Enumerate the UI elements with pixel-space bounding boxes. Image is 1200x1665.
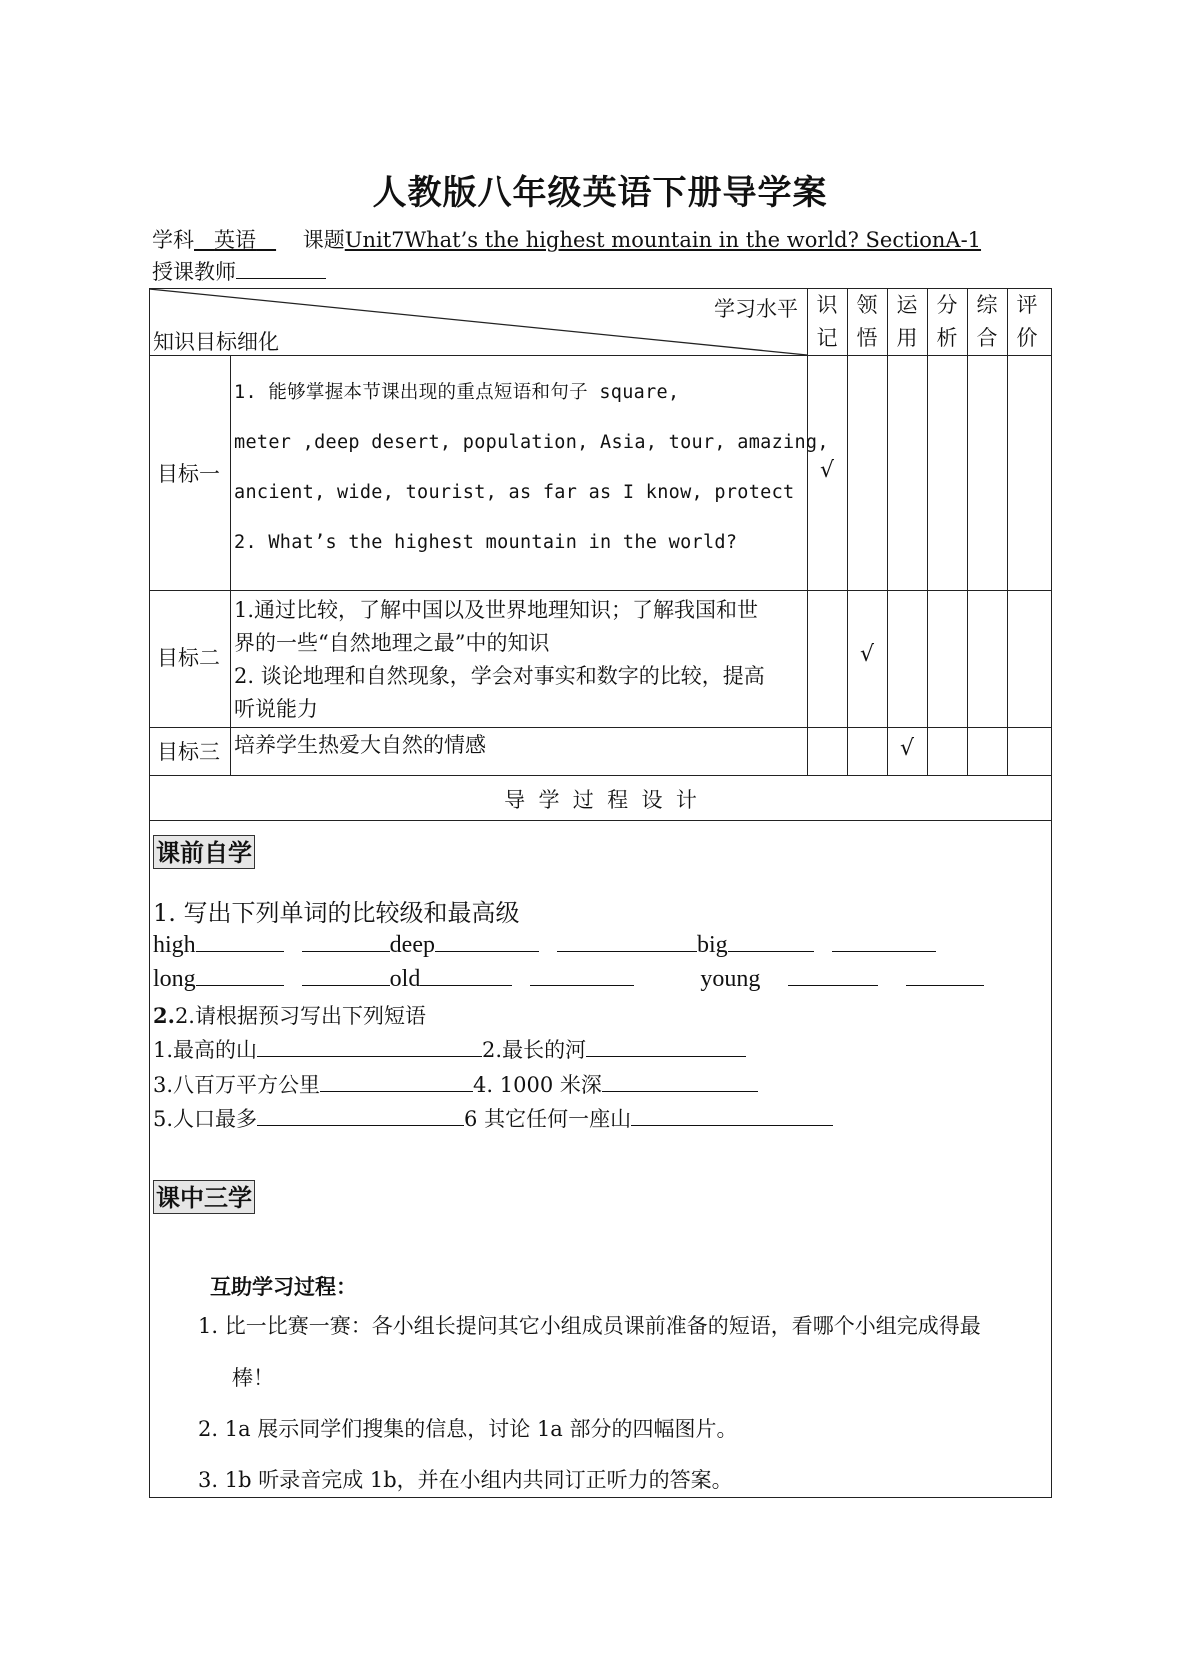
answer-blank[interactable] [530, 967, 634, 986]
in-class-subtitle: 互助学习过程： [210, 1274, 357, 1299]
col-divider [847, 288, 848, 775]
teacher-blank[interactable] [236, 260, 326, 279]
level-header-comprehend: 领 悟 [856, 293, 878, 350]
answer-blank[interactable] [196, 933, 284, 952]
goal-2-label: 目标二 [157, 646, 220, 670]
row-divider [149, 727, 1052, 728]
goal-3-check: √ [899, 736, 915, 761]
phrase-most-population: 5.人口最多 [153, 1107, 258, 1131]
pre-study-tag: 课前自学 [153, 835, 255, 869]
goal-1-content: 1. 能够掌握本节课出现的重点短语和句子 square, meter ,deep desert, population, Asia, tour, amazing, ancient, wide, tourist, as far as I know, protect 2. What’s the highest mountain in the world? [234, 382, 829, 553]
answer-blank[interactable] [602, 1073, 758, 1092]
answer-blank[interactable] [557, 933, 697, 952]
col-divider [967, 288, 968, 775]
col-divider [1007, 288, 1008, 775]
row-divider [149, 590, 1052, 591]
meta-line [152, 224, 981, 254]
answer-blank[interactable] [586, 1038, 746, 1057]
col-divider [230, 355, 231, 775]
subject-label: 学科 [152, 228, 194, 252]
pre-study-q2-title: 2.2.请根据预习写出下列短语 [153, 1003, 426, 1028]
word-old: old [389, 966, 421, 992]
in-class-tag: 课中三学 [153, 1180, 255, 1214]
phrase-highest-mountain: 1.最高的山 [153, 1038, 258, 1062]
in-class-item-2: 2. 1a 展示同学们搜集的信息，讨论 1a 部分的四幅图片。 [198, 1417, 738, 1441]
goal-3-label: 目标三 [157, 740, 220, 764]
phrase-longest-river: 2.最长的河 [482, 1038, 587, 1062]
in-class-item-1-cont: 棒！ [232, 1366, 274, 1390]
row-divider [149, 775, 1052, 776]
level-header-analyze: 分 析 [936, 293, 958, 350]
word-high: high [153, 932, 196, 958]
subject-value: 英语 [214, 228, 257, 252]
level-header-synthesize: 综 合 [976, 293, 998, 350]
in-class-item-1: 1. 比一比赛一赛：各小组长提问其它小组成员课前准备的短语，看哪个小组完成得最 [198, 1314, 981, 1338]
goal-1-label: 目标一 [157, 462, 220, 486]
col-divider [927, 288, 928, 775]
word-big: big [696, 932, 728, 958]
phrase-row-3 [153, 1103, 833, 1133]
phrase-any-other-mountain: 6 其它任何一座山 [464, 1107, 632, 1131]
teacher-label: 授课教师 [152, 260, 236, 284]
level-header-evaluate: 评 价 [1016, 293, 1038, 350]
word-young: young [700, 966, 761, 992]
topic-value: Unit7What’s the highest mountain in the world? SectionA-1 [344, 228, 982, 252]
process-header: 导 学 过 程 设 计 [504, 788, 697, 812]
words-row-1 [153, 932, 936, 959]
word-long: long [153, 966, 196, 992]
answer-blank[interactable] [257, 1038, 482, 1057]
phrase-eight-million-sqkm: 3.八百万平方公里 [153, 1073, 321, 1097]
goal-3-content: 培养学生热爱大自然的情感 [234, 733, 486, 757]
row-divider [149, 820, 1052, 821]
answer-blank[interactable] [906, 967, 984, 986]
answer-blank[interactable] [420, 967, 512, 986]
answer-blank[interactable] [302, 967, 390, 986]
header-level-label: 学习水平 [714, 297, 798, 321]
phrase-1000-meters-deep: 4. 1000 米深 [473, 1073, 602, 1097]
goal-2-check: √ [859, 642, 875, 667]
page-title: 人教版八年级英语下册导学案 [372, 173, 828, 213]
level-header-memorize: 识 记 [816, 293, 838, 350]
answer-blank[interactable] [302, 933, 390, 952]
answer-blank[interactable] [631, 1107, 833, 1126]
answer-blank[interactable] [788, 967, 878, 986]
goal-1-check: √ [819, 458, 835, 483]
teacher-line [152, 256, 326, 286]
in-class-item-3: 3. 1b 听录音完成 1b，并在小组内共同订正听力的答案。 [198, 1468, 733, 1492]
answer-blank[interactable] [257, 1107, 464, 1126]
answer-blank[interactable] [196, 967, 284, 986]
col-divider [887, 288, 888, 775]
goal-2-content: 1.通过比较，了解中国以及世界地理知识；了解我国和世 界的一些“自然地理之最”中的知识 2. 谈论地理和自然现象，学会对事实和数字的比较，提高 听说能力 [234, 598, 765, 721]
answer-blank[interactable] [320, 1073, 473, 1092]
answer-blank[interactable] [435, 933, 539, 952]
answer-blank[interactable] [728, 933, 814, 952]
pre-study-q1-title: 1. 写出下列单词的比较级和最高级 [153, 899, 520, 927]
level-header-apply: 运 用 [896, 293, 918, 350]
phrase-row-1 [153, 1034, 746, 1064]
phrase-row-2 [153, 1069, 758, 1099]
answer-blank[interactable] [832, 933, 936, 952]
topic-label: 课题 [302, 228, 345, 252]
words-row-2 [153, 966, 984, 993]
word-deep: deep [389, 932, 435, 958]
header-goal-label: 知识目标细化 [153, 330, 279, 354]
